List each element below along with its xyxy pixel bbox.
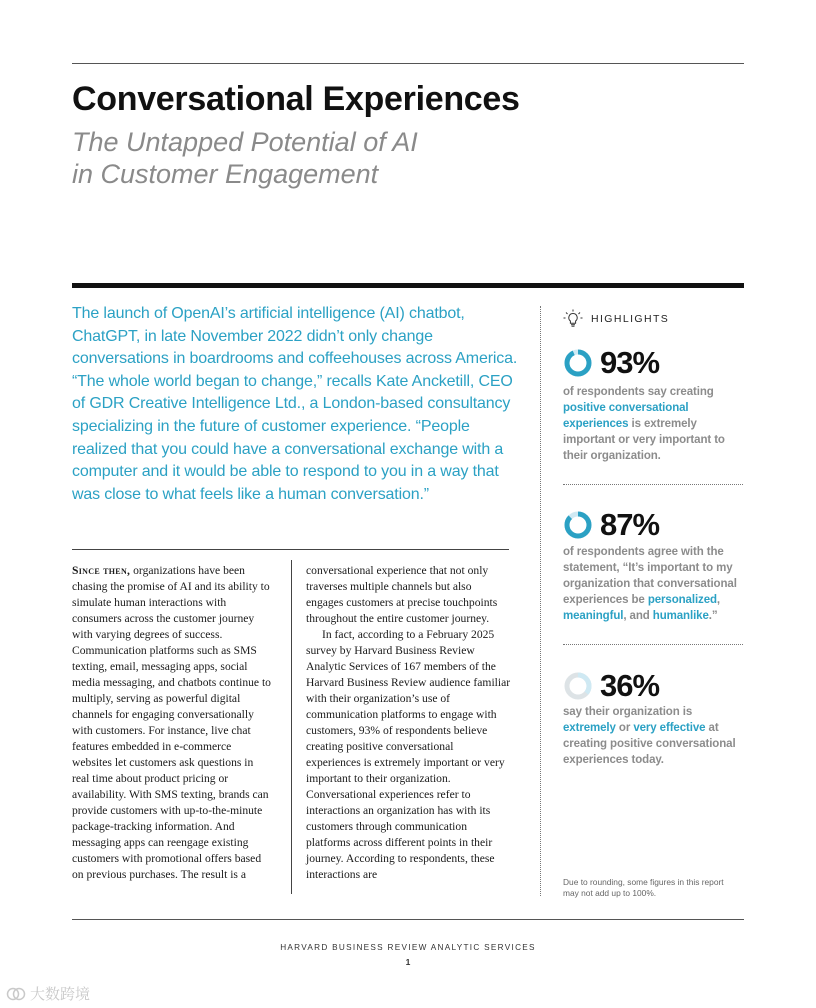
stat-2-donut [563,510,593,540]
page-title: Conversational Experiences [72,80,520,118]
body-rule [72,549,509,550]
page-subtitle [72,126,672,190]
stat-divider-1 [563,484,743,485]
stat-1-ring-arc [567,352,589,374]
stat-3 [563,668,659,704]
body-column-1 [72,563,272,883]
stat-2 [563,507,659,543]
lead-paragraph: The launch of OpenAI’s artificial intelligence (AI) chatbot, ChatGPT, in late November 2022 didn’t only change conversations in boardrooms and coffeehouses across America. “The whole world began to change,” recalls Kate Ancketill, CEO of GDR Creative Intelligence Ltd., a London-based consultancy specializing in the future of customer experience. “People realized that you could have a conversational exchange with a computer and it would be able to respond to you in a way that was close to what feels like a human conversation.” [72,305,518,503]
sidebar-divider [540,306,541,896]
column-divider [291,560,292,894]
footer-publisher: HARVARD BUSINESS REVIEW ANALYTIC SERVICES [280,943,536,952]
subtitle-line-1: The Untapped Potential of AI [72,127,418,157]
stat-1-description: of respondents say creating positive conversational experiences is extremely important or very important to their organization. [563,386,725,462]
watermark-logo-icon [6,987,26,1001]
bottom-rule [72,919,744,920]
watermark-text: 大数跨境 [30,985,91,1003]
watermark [6,983,90,1004]
stat-divider-2 [563,644,743,645]
column-1-text: organizations have been chasing the promise of AI and its ability to simulate human interactions with consumers across the customer journey with varying degrees of success. Communication platforms such as SMS texting, email, messaging apps, social media messaging, and chatbots continue to multiply, serving as powerful digital channels for engaging conversationally with customers. For instance, live chat features embedded in e-commerce websites let customers ask questions in real time about product pricing or availability. With SMS texting, brands can provide customers with up-to-the-minute package-tracking information. And messaging apps can reengage existing customers with promotional offers based on previous purchases. The result is a [72,564,271,881]
stat-3-description: say their organization is extremely or very effective at creating positive conversational experiences today. [563,706,736,766]
stat-2-value: 87% [600,507,660,542]
stat-1-donut [563,348,593,378]
stat-2-ring-arc [567,514,589,536]
rounding-note: Due to rounding, some figures in this report may not add up to 100%. [563,877,724,898]
column-2-paragraph-2: In fact, according to a February 2025 survey by Harvard Business Review Analytic Services of 167 members of the Harvard Business Review audience familiar with their organization’s use of communication platforms to engage with customers, 93% of respondents believe creating positive conversational experiences is extremely important or very important to their organization. Conversational experiences refer to interactions an organization has with its customers through communication platforms across different points in their journey. According to respondents, these interactions are [306,628,511,881]
top-rule [72,63,744,64]
body-column-2 [306,563,511,883]
page-number: 1 [405,957,411,967]
highlights-header [563,309,669,329]
stat-2-description: of respondents agree with the statement, “It’s important to my organization that conversational experiences be personalized, meaningful, and humanlike.” [563,546,737,622]
stat-3-value: 36% [600,668,660,703]
stat-1 [563,345,659,381]
stat-3-donut [563,671,593,701]
subtitle-line-2: in Customer Engagement [72,159,379,189]
column-2-paragraph-1: conversational experience that not only traverses multiple channels but also engages customers at precise touchpoints throughout the entire customer journey. [306,564,498,625]
highlights-label: HIGHLIGHTS [591,313,670,325]
lightbulb-icon [563,309,583,329]
stat-1-value: 93% [600,345,660,380]
since-then-lead-in: Since then, [72,564,131,577]
section-rule [72,283,744,288]
